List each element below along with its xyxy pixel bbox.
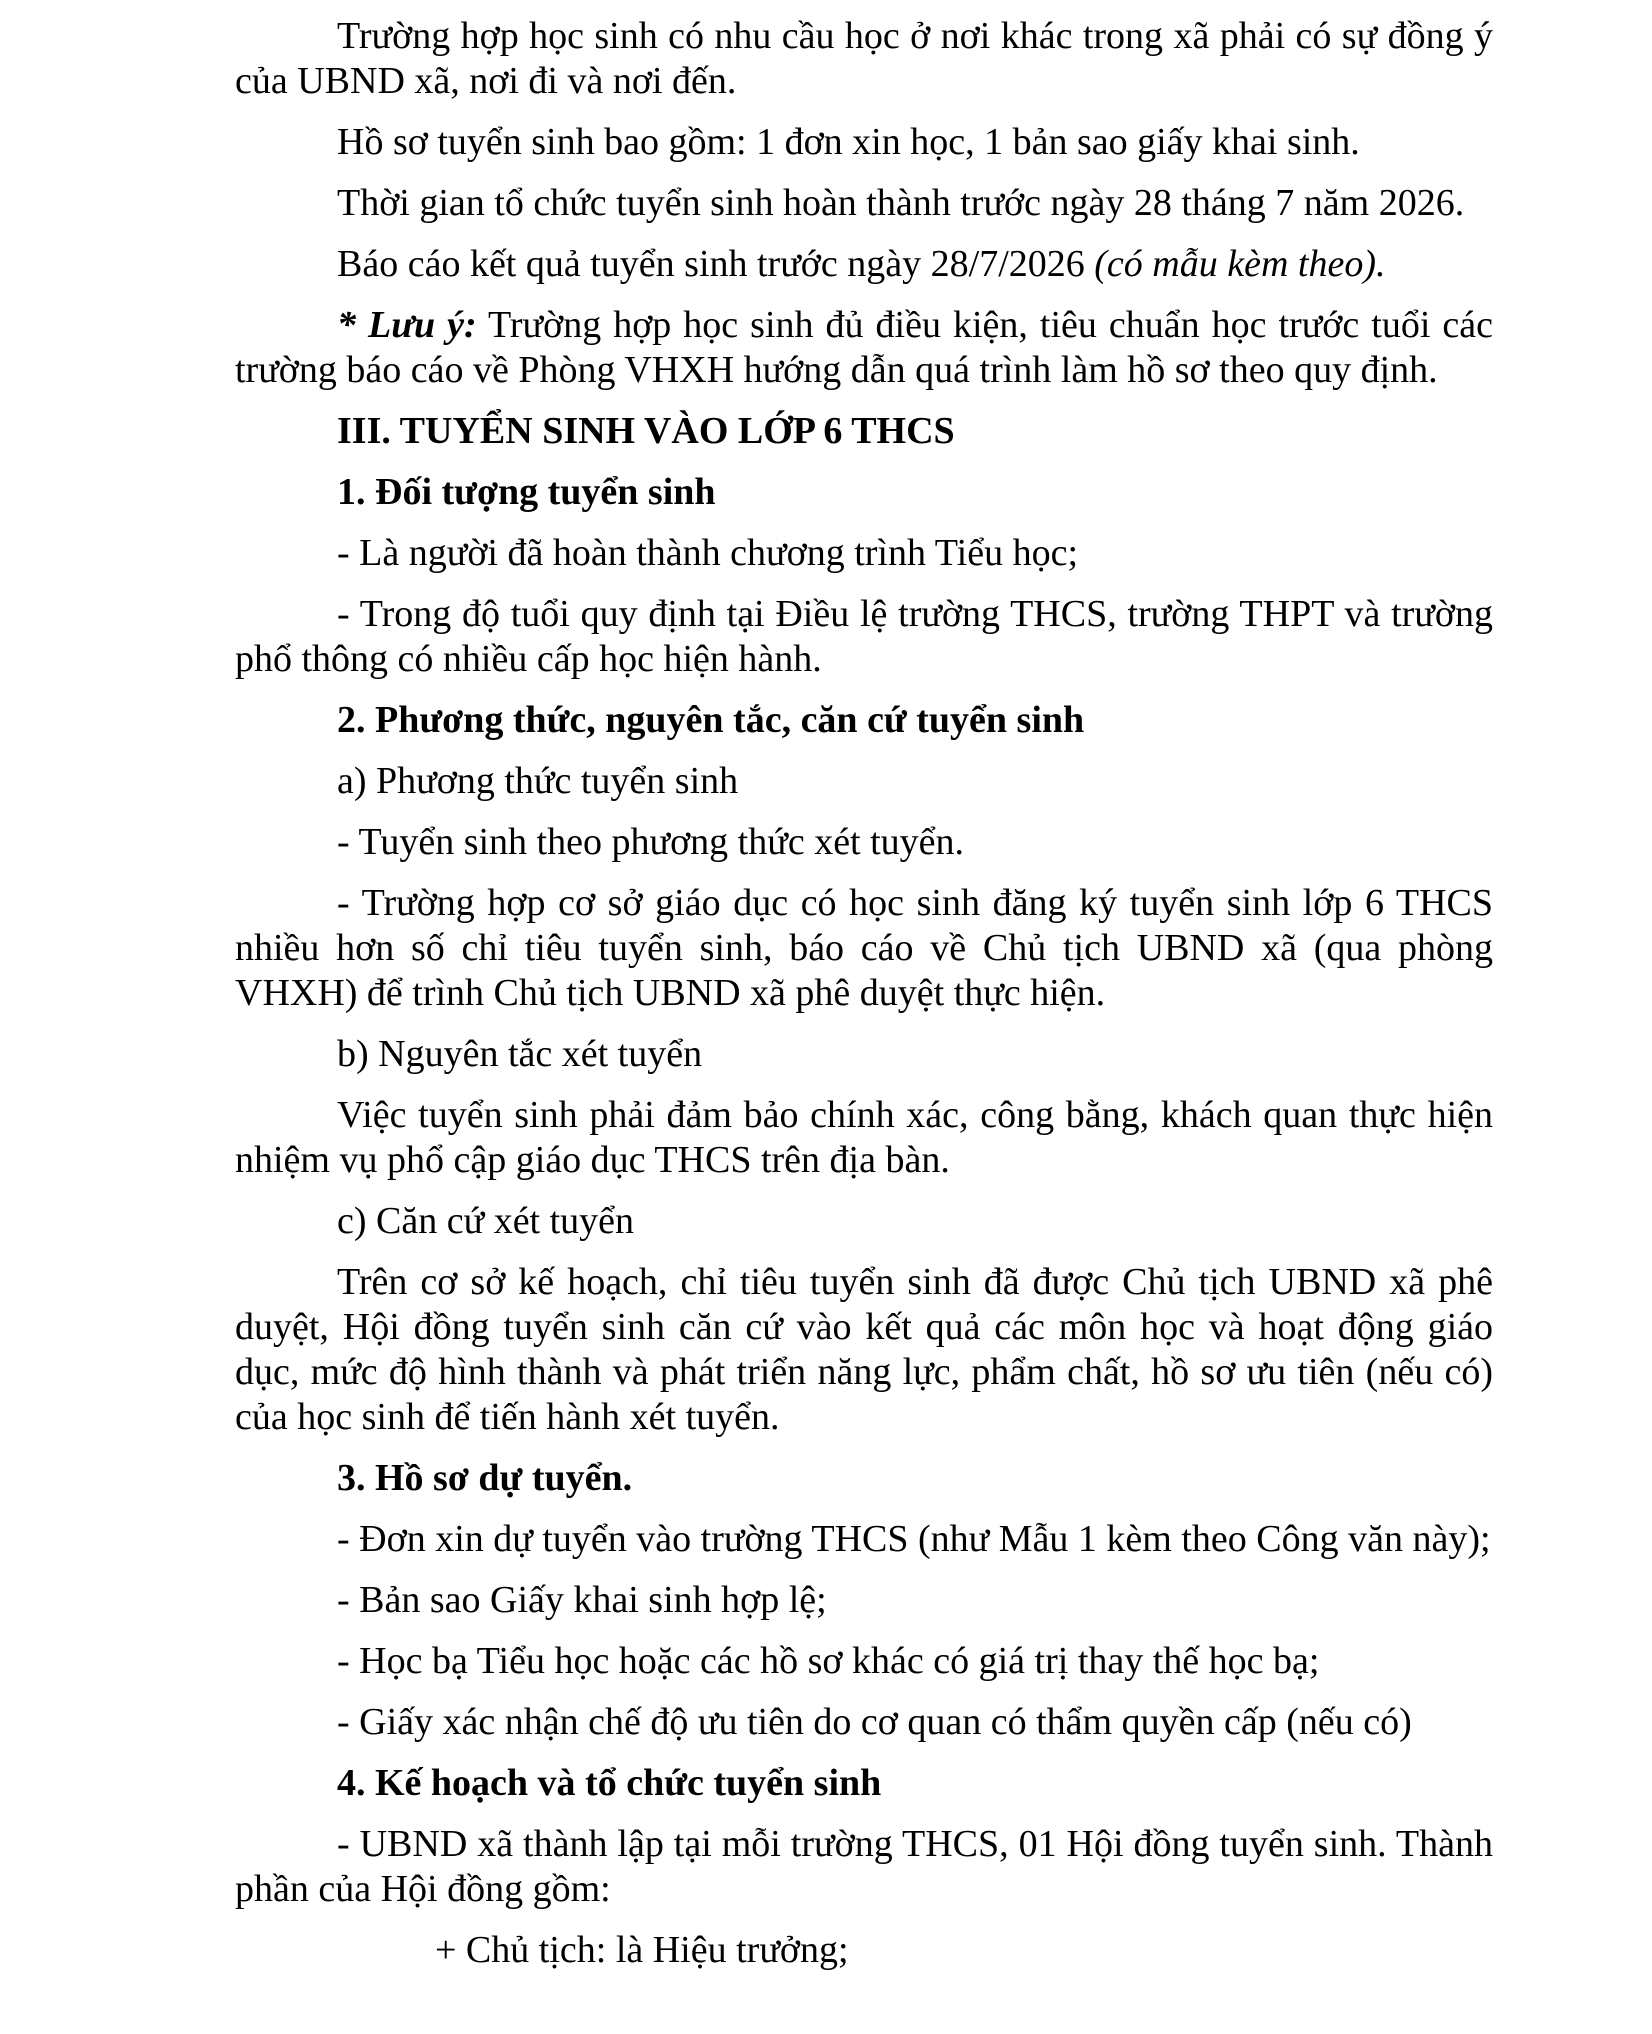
paragraph: - Trong độ tuổi quy định tại Điều lệ trường THCS, trường THPT và trường phổ thông có nhiều cấp học hiện hành.	[235, 593, 1493, 680]
subsection-heading: 1. Đối tượng tuyển sinh	[337, 471, 716, 513]
paragraph: b) Nguyên tắc xét tuyển	[337, 1033, 703, 1075]
paragraph: - Tuyển sinh theo phương thức xét tuyển.	[337, 821, 965, 863]
paragraph: - Giấy xác nhận chế độ ưu tiên do cơ quan có thẩm quyền cấp (nếu có)	[337, 1701, 1412, 1743]
paragraph: - Là người đã hoàn thành chương trình Tiểu học;	[337, 532, 1078, 574]
paragraph: Việc tuyển sinh phải đảm bảo chính xác, công bằng, khách quan thực hiện nhiệm vụ phổ cập giáo dục THCS trên địa bàn.	[235, 1094, 1493, 1181]
paragraph: - Học bạ Tiểu học hoặc các hồ sơ khác có giá trị thay thế học bạ;	[337, 1640, 1320, 1682]
note-paragraph	[235, 303, 1493, 393]
paragraph: - Bản sao Giấy khai sinh hợp lệ;	[337, 1579, 827, 1621]
paragraph: Thời gian tổ chức tuyển sinh hoàn thành trước ngày 28 tháng 7 năm 2026.	[337, 182, 1465, 224]
list-item: + Chủ tịch: là Hiệu trưởng;	[435, 1929, 849, 1971]
subsection-heading: 4. Kế hoạch và tổ chức tuyển sinh	[337, 1762, 882, 1804]
subsection-heading: 2. Phương thức, nguyên tắc, căn cứ tuyển sinh	[337, 699, 1085, 741]
paragraph: - Đơn xin dự tuyển vào trường THCS (như Mẫu 1 kèm theo Công văn này);	[337, 1518, 1491, 1560]
subsection-heading: 3. Hồ sơ dự tuyển.	[337, 1457, 633, 1499]
paragraph: a) Phương thức tuyển sinh	[337, 760, 739, 802]
paragraph: - Trường hợp cơ sở giáo dục có học sinh đăng ký tuyển sinh lớp 6 THCS nhiều hơn số chỉ tiêu tuyển sinh, báo cáo về Chủ tịch UBND xã (qua phòng VHXH) để trình Chủ tịch UBND xã phê duyệt thực hiện.	[235, 882, 1493, 1014]
paragraph: Trường hợp học sinh có nhu cầu học ở nơi khác trong xã phải có sự đồng ý của UBND xã, nơi đi và nơi đến.	[235, 15, 1493, 102]
paragraph-italic-note: (có mẫu kèm theo).	[1094, 243, 1386, 285]
paragraph: Trên cơ sở kế hoạch, chỉ tiêu tuyển sinh đã được Chủ tịch UBND xã phê duyệt, Hội đồng tuyển sinh căn cứ vào kết quả các môn học và hoạt động giáo dục, mức độ hình thành và phát triển năng lực, phẩm chất, hồ sơ ưu tiên (nếu có) của học sinh để tiến hành xét tuyển.	[235, 1261, 1493, 1438]
paragraph: - UBND xã thành lập tại mỗi trường THCS, 01 Hội đồng tuyển sinh. Thành phần của Hội đồng gồm:	[235, 1823, 1493, 1910]
note-text: Trường hợp học sinh đủ điều kiện, tiêu chuẩn học trước tuổi các trường báo cáo về Phòng VHXH hướng dẫn quá trình làm hồ sơ theo quy định.	[235, 304, 1493, 391]
document-page	[235, 14, 1493, 1989]
paragraph: c) Căn cứ xét tuyển	[337, 1200, 635, 1242]
paragraph-text: Báo cáo kết quả tuyển sinh trước ngày 28/7/2026	[337, 243, 1095, 285]
paragraph: Hồ sơ tuyển sinh bao gồm: 1 đơn xin học, 1 bản sao giấy khai sinh.	[337, 121, 1360, 163]
note-label: * Lưu ý:	[337, 304, 477, 346]
paragraph	[235, 242, 1493, 287]
section-heading: III. TUYỂN SINH VÀO LỚP 6 THCS	[337, 410, 955, 452]
